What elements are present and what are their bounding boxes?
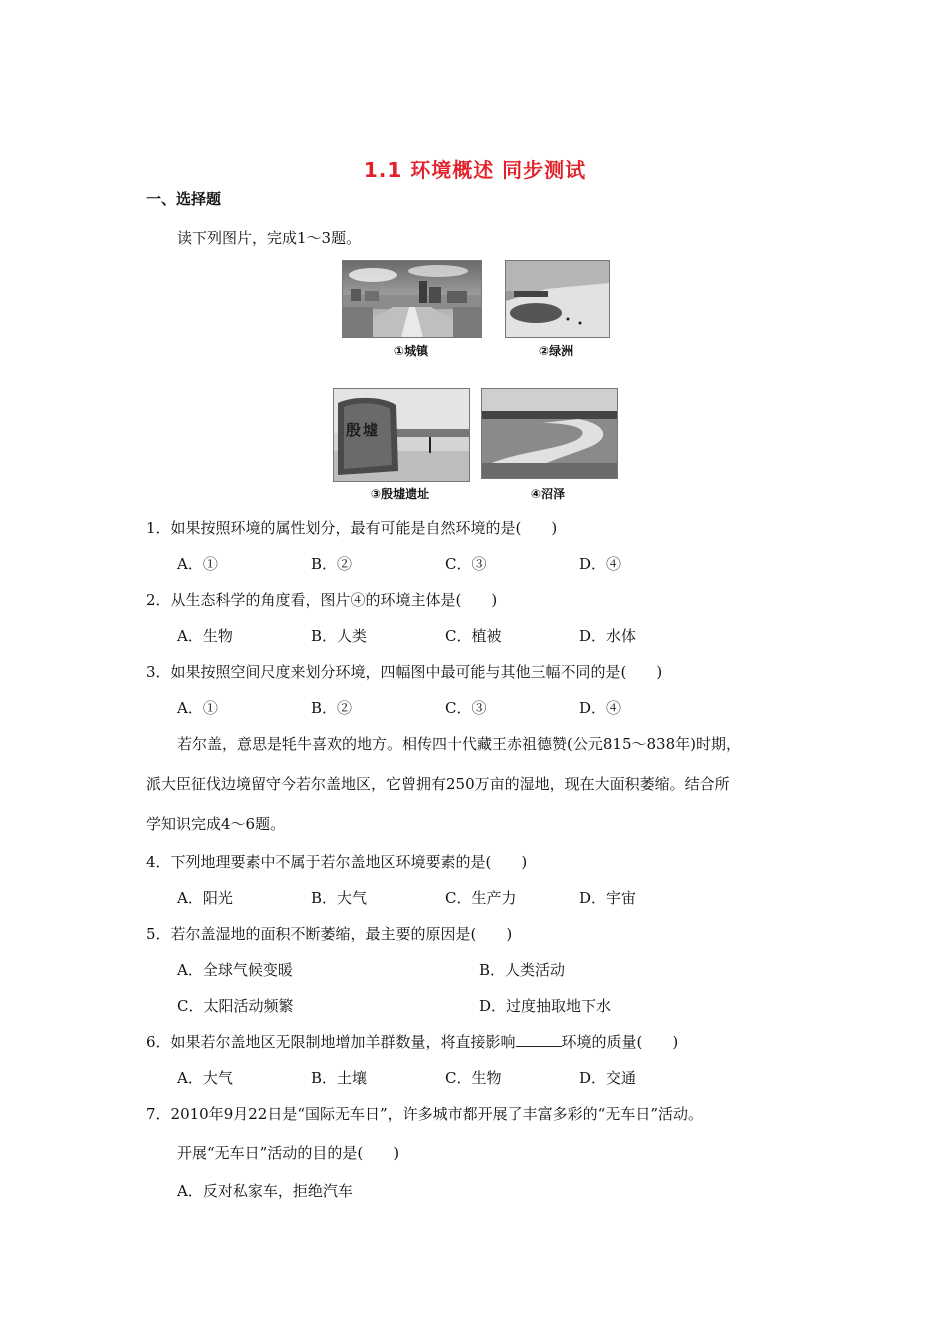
section-heading: 一、选择题: [146, 190, 222, 208]
question-2: 2．从生态科学的角度看，图片④的环境主体是( ): [146, 591, 498, 609]
q5-option-d: D．过度抽取地下水: [479, 997, 612, 1015]
q1-option-a: A．①: [177, 555, 218, 573]
page-title: 1.1 环境概述 同步测试: [363, 158, 587, 182]
question-6-stem-a: 6．如果若尔盖地区无限制地增加羊群数量，将直接影响: [146, 1033, 516, 1051]
q3-option-c: C．③: [445, 699, 487, 717]
q6-option-d: D．交通: [579, 1069, 637, 1087]
q4-option-b: B．大气: [311, 889, 368, 907]
question-7-sub: 开展“无车日”活动的目的是( ): [177, 1144, 400, 1162]
passage-line-2: 派大臣征伐边境留守今若尔盖地区，它曾拥有250万亩的湿地，现在大面积萎缩。结合所: [146, 775, 730, 793]
photo-swamp: [481, 388, 618, 479]
q6-option-c: C．生物: [445, 1069, 502, 1087]
intro-text: 读下列图片，完成1～3题。: [177, 229, 362, 247]
photo-oasis: [505, 260, 610, 338]
q4-option-a: A．阳光: [177, 889, 233, 907]
question-7: 7．2010年9月22日是“国际无车日”，许多城市都开展了丰富多彩的“无车日”活动。: [146, 1105, 704, 1123]
q5-option-c: C．太阳活动频繁: [177, 997, 294, 1015]
question-1: 1．如果按照环境的属性划分，最有可能是自然环境的是( ): [146, 519, 558, 537]
question-5: 5．若尔盖湿地的面积不断萎缩，最主要的原因是( ): [146, 925, 513, 943]
q2-option-a: A．生物: [177, 627, 233, 645]
q1-option-b: B．②: [311, 555, 353, 573]
photo-town: [342, 260, 482, 338]
stone-inscription: 殷墟: [346, 421, 381, 439]
q3-option-d: D．④: [579, 699, 622, 717]
caption-yinxu: ③殷墟遗址: [370, 487, 430, 501]
q6-option-b: B．土壤: [311, 1069, 368, 1087]
q5-option-b: B．人类活动: [479, 961, 566, 979]
passage-line-3: 学知识完成4～6题。: [146, 815, 286, 833]
q1-option-d: D．④: [579, 555, 622, 573]
q5-option-a: A．全球气候变暖: [177, 961, 293, 979]
q3-option-a: A．①: [177, 699, 218, 717]
q4-option-d: D．宇宙: [579, 889, 637, 907]
caption-oasis: ②绿洲: [538, 344, 574, 358]
question-4: 4．下列地理要素中不属于若尔盖地区环境要素的是( ): [146, 853, 528, 871]
photo-yinxu: [333, 388, 470, 482]
q4-option-c: C．生产力: [445, 889, 517, 907]
q6-option-a: A．大气: [177, 1069, 233, 1087]
q7-option-a: A．反对私家车，拒绝汽车: [177, 1182, 353, 1200]
caption-swamp: ④沼泽: [530, 487, 566, 501]
q1-option-c: C．③: [445, 555, 487, 573]
q2-option-b: B．人类: [311, 627, 368, 645]
caption-town: ①城镇: [393, 344, 429, 358]
answer-blank: [516, 1032, 562, 1047]
q2-option-d: D．水体: [579, 627, 637, 645]
q2-option-c: C．植被: [445, 627, 502, 645]
q3-option-b: B．②: [311, 699, 353, 717]
question-6: [146, 1031, 678, 1052]
question-6-stem-b: 环境的质量( ): [561, 1033, 679, 1051]
passage-line-1: 若尔盖，意思是牦牛喜欢的地方。相传四十代藏王赤祖德赞(公元815～838年)时期，: [177, 735, 741, 753]
question-3: 3．如果按照空间尺度来划分环境，四幅图中最可能与其他三幅不同的是( ): [146, 663, 663, 681]
